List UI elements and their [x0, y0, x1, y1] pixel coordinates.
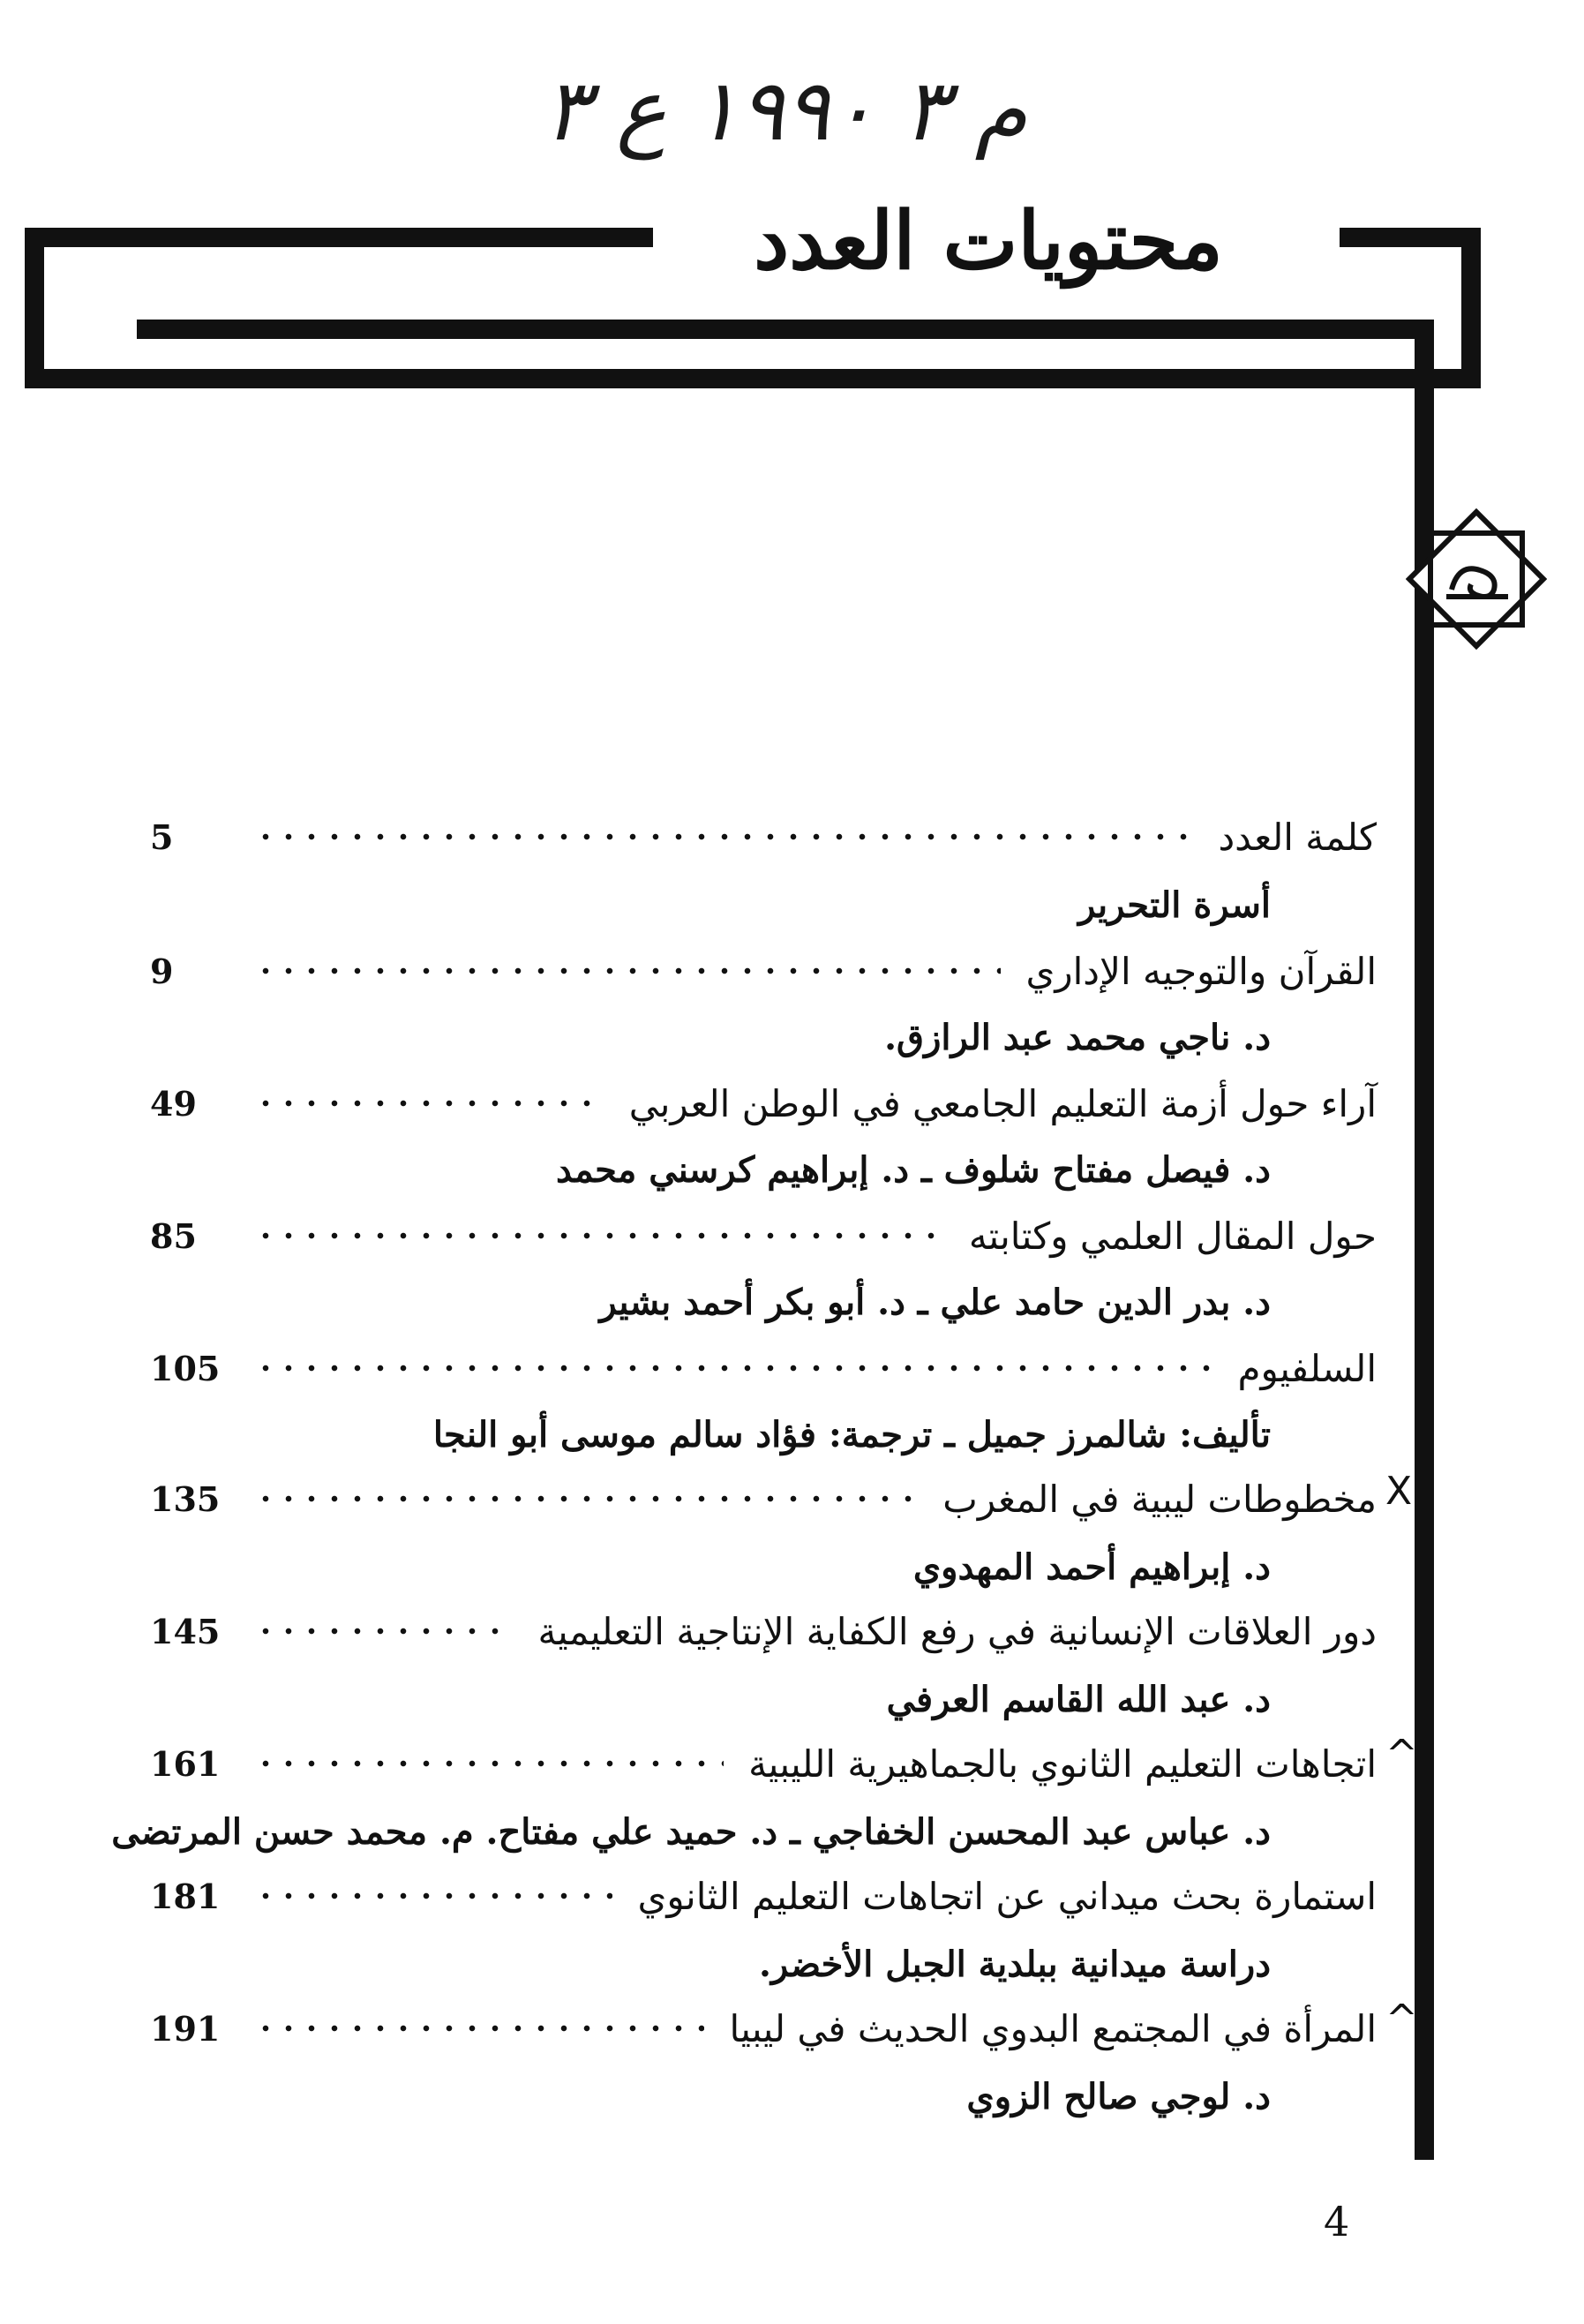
toc-entry-title: اتجاهات التعليم الثانوي بالجماهيرية الليبية — [748, 1741, 1377, 1786]
frame-top-right-bar — [1340, 228, 1463, 247]
toc-entry-title: السلفيوم — [1237, 1346, 1377, 1390]
toc-entry-title: حول المقال العلمي وكتابته — [968, 1214, 1377, 1258]
frame-inner-bar — [137, 320, 1415, 339]
toc-entry-title: دور العلاقات الإنسانية في رفع الكفاية الإنتاجية التعليمية — [537, 1609, 1377, 1653]
dot-leader — [254, 1362, 1213, 1374]
toc-entry-title: كلمة العدد — [1218, 815, 1377, 859]
handwritten-mark: ^ — [1385, 1732, 1418, 1777]
toc-entry-author: د. لوجي صالح الزوي — [966, 2075, 1271, 2117]
toc-entry-title-row — [150, 1465, 1377, 1532]
toc-entry-title-row — [150, 1598, 1377, 1665]
toc-entry-page: 5 — [150, 816, 174, 857]
toc-entry-author: دراسة ميدانية ببلدية الجبل الأخضر. — [759, 1943, 1271, 1985]
toc-entry-page: 49 — [150, 1083, 197, 1124]
frame-left-outer-bar — [25, 228, 44, 387]
page-title: محتويات العدد — [653, 184, 1324, 298]
dot-leader — [254, 831, 1193, 843]
toc-entry-title-row — [150, 1862, 1377, 1929]
toc-entry-page: 105 — [150, 1348, 221, 1388]
dot-leader — [254, 1625, 514, 1637]
toc-entry-title: آراء حول أزمة التعليم الجامعي في الوطن العربي — [628, 1081, 1377, 1125]
toc-entry-page: 181 — [150, 1876, 221, 1916]
dot-leader — [254, 965, 1001, 977]
handwritten-note: م ٣ ١٩٩٠ ع ٣ — [543, 61, 1028, 160]
toc-entry-author: د. بدر الدين حامد علي ـ د. أبو بكر أحمد بشير — [599, 1281, 1271, 1323]
toc-entry-title-row — [150, 1202, 1377, 1269]
toc-entry-author: د. ناجي محمد عبد الرازق. — [884, 1016, 1271, 1058]
handwritten-mark: X — [1385, 1469, 1413, 1514]
toc-entry-title: المرأة في المجتمع البدوي الحديث في ليبيا — [729, 2006, 1377, 2050]
toc-entry-page: 161 — [150, 1743, 221, 1784]
toc-entry-title-row — [150, 803, 1377, 870]
dot-leader — [254, 2022, 704, 2034]
toc-entry-author: د. عبد الله القاسم العرفي — [886, 1678, 1271, 1720]
toc-entry-page: 9 — [150, 951, 174, 991]
ornament-emblem-icon — [1406, 508, 1547, 653]
dot-leader — [254, 1097, 604, 1109]
frame-right-upper-bar — [1461, 228, 1481, 388]
frame-bottom-bar — [25, 369, 1481, 388]
dot-leader — [254, 1890, 612, 1902]
toc-entry-author: د. إبراهيم أحمد المهدوي — [912, 1546, 1271, 1588]
dot-leader — [254, 1757, 724, 1770]
toc-entry-title-row — [150, 1995, 1377, 2062]
page-number: 4 — [1324, 2198, 1350, 2245]
toc-entry-author: د. عباس عبد المحسن الخفاجي ـ د. حميد علي مفتاح. م. محمد حسن المرتضى — [111, 1810, 1271, 1853]
handwritten-mark: ^ — [1385, 1997, 1418, 2042]
toc-entry-title: استمارة بحث ميداني عن اتجاهات التعليم الثانوي — [637, 1874, 1377, 1918]
toc-entry-title-row — [150, 1730, 1377, 1797]
frame-top-left-bar — [25, 228, 653, 247]
toc-entry-page: 191 — [150, 2008, 221, 2049]
toc-entry-author: أسرة التحرير — [1077, 884, 1271, 926]
toc-entry-page: 135 — [150, 1478, 221, 1519]
dot-leader — [254, 1493, 918, 1505]
toc-entry-title: مخطوطات ليبية في المغرب — [942, 1477, 1377, 1521]
toc-entry-author: تأليف: شالمرز جميل ـ ترجمة: فؤاد سالم موسى أبو النجا — [432, 1413, 1271, 1455]
toc-entry-author: د. فيصل مفتاح شلوف ـ د. إبراهيم كرسني محمد — [555, 1148, 1271, 1191]
toc-entry-title-row — [150, 937, 1377, 1004]
toc-entry-page: 85 — [150, 1215, 197, 1256]
toc-entry-title-row — [150, 1070, 1377, 1137]
toc-entry-page: 145 — [150, 1611, 221, 1651]
toc-entry-title-row — [150, 1335, 1377, 1402]
toc-entry-title: القرآن والتوجيه الإداري — [1025, 949, 1377, 993]
dot-leader — [254, 1230, 944, 1242]
